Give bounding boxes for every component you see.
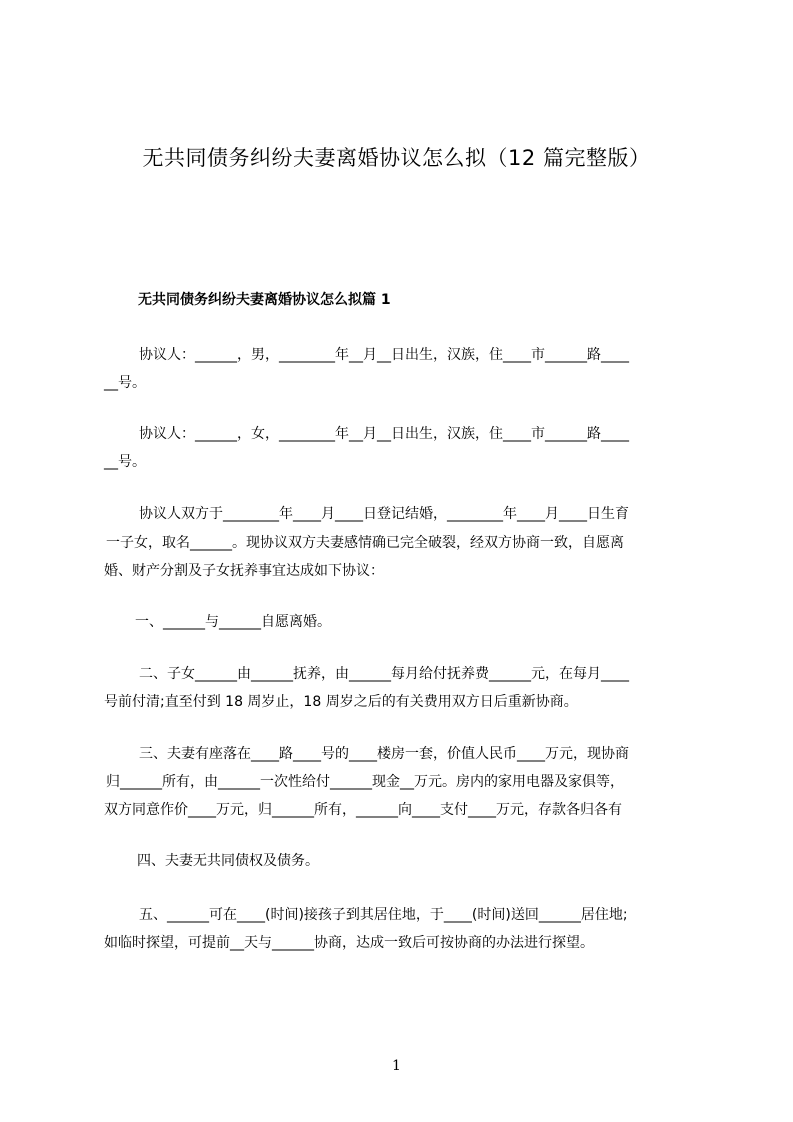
paragraph-line: 四、夫妻无共同债权及债务。	[137, 853, 319, 869]
document-title: 无共同债务纠纷夫妻离婚协议怎么拟（12 篇完整版）	[142, 146, 651, 170]
paragraph-line: 协议人双方于________年____月____日登记结婚，________年____月____日生育	[139, 506, 629, 522]
paragraph-line: 婚、财产分割及子女抚养事宜达成如下协议：	[104, 563, 384, 579]
paragraph-line: 二、子女______由______抚养，由______每月给付抚养费______元，在每月____	[139, 666, 629, 682]
paragraph-line: 三、夫妻有座落在____路____号的____楼房一套，价值人民币____万元，现协商	[139, 746, 629, 762]
paragraph-line: 归______所有，由______一次性给付______现金__万元。房内的家用电器及家俱等，	[106, 774, 624, 790]
paragraph-line: 一子女，取名______。现协议双方夫妻感情确已完全破裂，经双方协商一致，自愿离	[106, 535, 624, 551]
paragraph-line: 协议人：______，女，________年__月__日出生，汉族，住____市______路____	[139, 426, 629, 442]
page-number: 1	[392, 1058, 401, 1074]
paragraph-line: __号。	[104, 375, 146, 391]
paragraph-line: 五、______可在____(时间)接孩子到其居住地，于____(时间)送回______居住地;	[139, 907, 628, 923]
paragraph-line: 双方同意作价____万元，归______所有，______向____支付____万元，存款各归各有	[104, 802, 622, 818]
paragraph-line: __号。	[104, 454, 146, 470]
paragraph-line: 如临时探望，可提前__天与______协商，达成一致后可按协商的办法进行探望。	[104, 935, 594, 951]
paragraph-line: 协议人：______，男，________年__月__日出生，汉族，住____市______路____	[139, 347, 629, 363]
paragraph-line: 号前付清;直至付到 18 周岁止，18 周岁之后的有关费用双方日后重新协商。	[104, 694, 578, 710]
paragraph-line: 一、______与______自愿离婚。	[135, 614, 331, 630]
section-heading: 无共同债务纠纷夫妻离婚协议怎么拟篇 1	[138, 292, 391, 308]
